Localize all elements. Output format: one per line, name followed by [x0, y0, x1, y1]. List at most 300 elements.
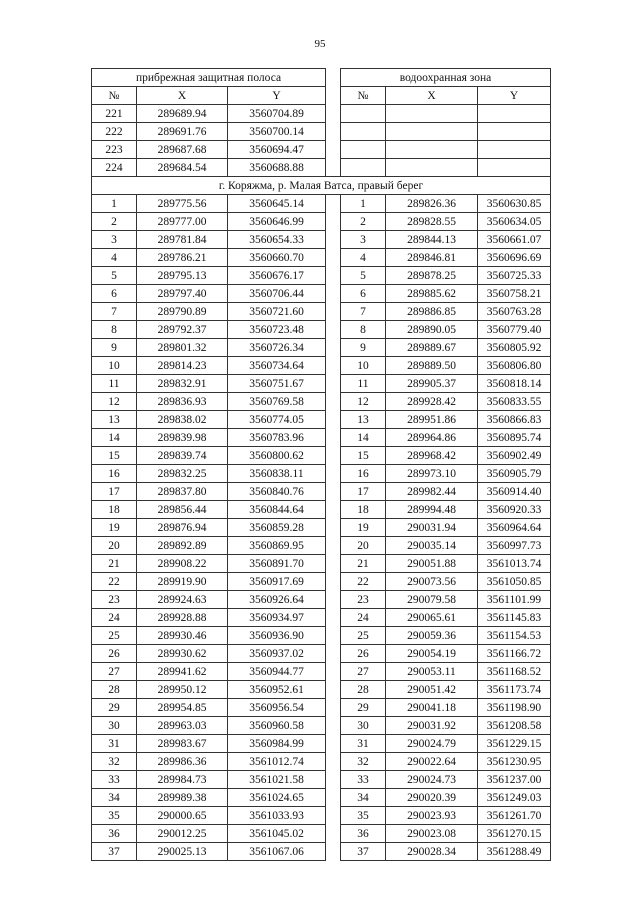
coord-x: 289930.62	[137, 645, 228, 663]
point-number-right: 16	[341, 465, 386, 483]
coord-y: 3560937.02	[228, 645, 326, 663]
coord-y: 3560751.67	[228, 375, 326, 393]
coord-y-right: 3561237.00	[478, 771, 551, 789]
empty-cell	[478, 141, 551, 159]
coord-x: 289838.02	[137, 411, 228, 429]
coord-x: 289684.54	[137, 159, 228, 177]
point-number: 36	[92, 825, 137, 843]
point-number: 37	[92, 843, 137, 861]
point-number-right: 19	[341, 519, 386, 537]
coord-x-right: 289973.10	[386, 465, 478, 483]
coord-y: 3561024.65	[228, 789, 326, 807]
coord-y: 3560917.69	[228, 573, 326, 591]
table-row	[92, 303, 551, 321]
point-number: 26	[92, 645, 137, 663]
coord-x-right: 289878.25	[386, 267, 478, 285]
coord-y-right: 3561050.85	[478, 573, 551, 591]
coord-y: 3560844.64	[228, 501, 326, 519]
point-number: 9	[92, 339, 137, 357]
coord-y-right: 3561288.49	[478, 843, 551, 861]
point-number: 18	[92, 501, 137, 519]
coord-x: 289792.37	[137, 321, 228, 339]
coord-y: 3560956.54	[228, 699, 326, 717]
coord-y: 3560926.64	[228, 591, 326, 609]
table-row	[92, 465, 551, 483]
coord-x-right: 289889.50	[386, 357, 478, 375]
coord-y: 3560706.44	[228, 285, 326, 303]
point-number: 11	[92, 375, 137, 393]
coord-y-right: 3560914.40	[478, 483, 551, 501]
point-number: 7	[92, 303, 137, 321]
point-number: 224	[92, 159, 137, 177]
point-number-right: 32	[341, 753, 386, 771]
point-number: 32	[92, 753, 137, 771]
coord-x: 289687.68	[137, 141, 228, 159]
table-row	[92, 555, 551, 573]
point-number-right: 8	[341, 321, 386, 339]
coord-x-right: 290079.58	[386, 591, 478, 609]
col-y-header: Y	[228, 87, 326, 105]
table-row	[92, 321, 551, 339]
coord-x: 289930.46	[137, 627, 228, 645]
coord-x: 290000.65	[137, 807, 228, 825]
coord-y: 3560721.60	[228, 303, 326, 321]
section-title: г. Коряжма, р. Малая Ватса, правый берег	[92, 177, 551, 195]
table-row	[92, 393, 551, 411]
section-row	[92, 177, 551, 195]
coord-y-right: 3560905.79	[478, 465, 551, 483]
point-number: 22	[92, 573, 137, 591]
empty-cell	[341, 123, 386, 141]
empty-cell	[478, 105, 551, 123]
point-number: 3	[92, 231, 137, 249]
coord-x: 289924.63	[137, 591, 228, 609]
coord-x: 289928.88	[137, 609, 228, 627]
empty-cell	[341, 141, 386, 159]
point-number-right: 31	[341, 735, 386, 753]
coord-x: 289691.76	[137, 123, 228, 141]
table-row	[92, 519, 551, 537]
point-number-right: 36	[341, 825, 386, 843]
table-row	[92, 645, 551, 663]
coord-x: 289786.21	[137, 249, 228, 267]
coord-x: 289839.98	[137, 429, 228, 447]
point-number: 20	[92, 537, 137, 555]
coord-y: 3560891.70	[228, 555, 326, 573]
coord-y: 3560688.88	[228, 159, 326, 177]
table-row	[92, 789, 551, 807]
point-number-right: 23	[341, 591, 386, 609]
col-num-header: №	[92, 87, 137, 105]
table-row	[92, 501, 551, 519]
coord-y-right: 3560758.21	[478, 285, 551, 303]
coord-x-right: 289889.67	[386, 339, 478, 357]
coord-y: 3560838.11	[228, 465, 326, 483]
point-number: 31	[92, 735, 137, 753]
col-x-header: X	[137, 87, 228, 105]
point-number: 23	[92, 591, 137, 609]
coord-y-right: 3560725.33	[478, 267, 551, 285]
coord-y: 3560944.77	[228, 663, 326, 681]
point-number: 221	[92, 105, 137, 123]
coord-x: 289814.23	[137, 357, 228, 375]
coord-x-right: 290022.64	[386, 753, 478, 771]
table-row	[92, 807, 551, 825]
table-row	[92, 825, 551, 843]
coord-x: 289836.93	[137, 393, 228, 411]
coord-x: 289941.62	[137, 663, 228, 681]
coord-y-right: 3561198.90	[478, 699, 551, 717]
coord-y: 3560859.28	[228, 519, 326, 537]
coord-y: 3560723.48	[228, 321, 326, 339]
coord-y: 3561033.93	[228, 807, 326, 825]
coord-y-right: 3560805.92	[478, 339, 551, 357]
coord-y-right: 3561166.72	[478, 645, 551, 663]
coord-y-right: 3561101.99	[478, 591, 551, 609]
point-number: 10	[92, 357, 137, 375]
coord-x-right: 290054.19	[386, 645, 478, 663]
table-row	[92, 447, 551, 465]
point-number: 34	[92, 789, 137, 807]
table-row	[92, 159, 551, 177]
coord-y: 3560660.70	[228, 249, 326, 267]
coord-y-right: 3561168.52	[478, 663, 551, 681]
header-columns-row	[92, 87, 551, 105]
table-row	[92, 609, 551, 627]
empty-cell	[386, 141, 478, 159]
coord-y-right: 3561230.95	[478, 753, 551, 771]
col-x-header-right: X	[386, 87, 478, 105]
table-row	[92, 681, 551, 699]
point-number-right: 30	[341, 717, 386, 735]
point-number-right: 1	[341, 195, 386, 213]
coord-y-right: 3560763.28	[478, 303, 551, 321]
coord-x-right: 290035.14	[386, 537, 478, 555]
point-number-right: 22	[341, 573, 386, 591]
coord-y: 3561067.06	[228, 843, 326, 861]
coord-y: 3560783.96	[228, 429, 326, 447]
coord-x-right: 289905.37	[386, 375, 478, 393]
coord-y: 3560704.89	[228, 105, 326, 123]
point-number: 223	[92, 141, 137, 159]
coord-x: 289832.25	[137, 465, 228, 483]
point-number: 12	[92, 393, 137, 411]
coord-x: 290025.13	[137, 843, 228, 861]
coord-y-right: 3561261.70	[478, 807, 551, 825]
coord-y: 3561012.74	[228, 753, 326, 771]
coord-x-right: 289968.42	[386, 447, 478, 465]
point-number-right: 6	[341, 285, 386, 303]
table-row	[92, 735, 551, 753]
point-number-right: 5	[341, 267, 386, 285]
point-number-right: 27	[341, 663, 386, 681]
coord-y-right: 3560895.74	[478, 429, 551, 447]
table-row	[92, 843, 551, 861]
table-row	[92, 267, 551, 285]
point-number: 25	[92, 627, 137, 645]
table-row	[92, 249, 551, 267]
coord-x-right: 289928.42	[386, 393, 478, 411]
coord-y: 3560646.99	[228, 213, 326, 231]
point-number-right: 24	[341, 609, 386, 627]
point-number: 14	[92, 429, 137, 447]
empty-cell	[478, 123, 551, 141]
point-number-right: 17	[341, 483, 386, 501]
coord-x-right: 290024.73	[386, 771, 478, 789]
point-number: 30	[92, 717, 137, 735]
right-title: водоохранная зона	[341, 69, 551, 87]
point-number: 222	[92, 123, 137, 141]
table-row	[92, 771, 551, 789]
page-number: 95	[314, 38, 326, 50]
coord-y-right: 3561145.83	[478, 609, 551, 627]
empty-cell	[386, 105, 478, 123]
coord-x-right: 290073.56	[386, 573, 478, 591]
coord-x: 289983.67	[137, 735, 228, 753]
coordinates-table	[91, 68, 551, 861]
point-number: 13	[92, 411, 137, 429]
point-number: 33	[92, 771, 137, 789]
table-row	[92, 717, 551, 735]
left-title: прибрежная защитная полоса	[92, 69, 326, 87]
point-number-right: 11	[341, 375, 386, 393]
point-number: 29	[92, 699, 137, 717]
point-number-right: 21	[341, 555, 386, 573]
coord-x-right: 290020.39	[386, 789, 478, 807]
empty-cell	[341, 105, 386, 123]
coord-x: 289797.40	[137, 285, 228, 303]
point-number: 28	[92, 681, 137, 699]
table-row	[92, 753, 551, 771]
coord-y-right: 3561013.74	[478, 555, 551, 573]
coord-y: 3561021.58	[228, 771, 326, 789]
coord-y: 3560936.90	[228, 627, 326, 645]
coord-x-right: 289828.55	[386, 213, 478, 231]
coord-x-right: 290031.94	[386, 519, 478, 537]
point-number-right: 14	[341, 429, 386, 447]
coord-x: 289919.90	[137, 573, 228, 591]
header-title-row	[92, 69, 551, 87]
point-number: 35	[92, 807, 137, 825]
point-number: 1	[92, 195, 137, 213]
coord-x-right: 289886.85	[386, 303, 478, 321]
table-row	[92, 375, 551, 393]
coord-x-right: 289964.86	[386, 429, 478, 447]
coord-y-right: 3560634.05	[478, 213, 551, 231]
coord-y-right: 3560964.64	[478, 519, 551, 537]
coord-y-right: 3560833.55	[478, 393, 551, 411]
table-row	[92, 699, 551, 717]
coord-x-right: 290051.88	[386, 555, 478, 573]
coord-x-right: 290041.18	[386, 699, 478, 717]
coord-y-right: 3560902.49	[478, 447, 551, 465]
coord-x: 290012.25	[137, 825, 228, 843]
point-number: 6	[92, 285, 137, 303]
coord-x: 289963.03	[137, 717, 228, 735]
coord-x: 289839.74	[137, 447, 228, 465]
coord-x: 289775.56	[137, 195, 228, 213]
table-row	[92, 411, 551, 429]
table-row	[92, 231, 551, 249]
empty-cell	[478, 159, 551, 177]
coord-y-right: 3560806.80	[478, 357, 551, 375]
table-row	[92, 195, 551, 213]
point-number-right: 2	[341, 213, 386, 231]
point-number: 4	[92, 249, 137, 267]
coord-x: 289801.32	[137, 339, 228, 357]
coord-x-right: 290028.34	[386, 843, 478, 861]
coord-x-right: 290051.42	[386, 681, 478, 699]
point-number-right: 9	[341, 339, 386, 357]
coord-y-right: 3560696.69	[478, 249, 551, 267]
empty-cell	[341, 159, 386, 177]
coord-y-right: 3561249.03	[478, 789, 551, 807]
table-row	[92, 483, 551, 501]
coord-y-right: 3561270.15	[478, 825, 551, 843]
point-number: 5	[92, 267, 137, 285]
table-row	[92, 123, 551, 141]
table-row	[92, 591, 551, 609]
coord-x-right: 289982.44	[386, 483, 478, 501]
coord-x-right: 290023.93	[386, 807, 478, 825]
coord-x-right: 289885.62	[386, 285, 478, 303]
coord-y: 3560984.99	[228, 735, 326, 753]
point-number-right: 29	[341, 699, 386, 717]
coord-y: 3560654.33	[228, 231, 326, 249]
table-row	[92, 285, 551, 303]
coord-x-right: 289890.05	[386, 321, 478, 339]
table-row	[92, 573, 551, 591]
coord-y-right: 3560630.85	[478, 195, 551, 213]
point-number-right: 7	[341, 303, 386, 321]
coord-x: 289837.80	[137, 483, 228, 501]
coord-y-right: 3560997.73	[478, 537, 551, 555]
coord-y-right: 3560920.33	[478, 501, 551, 519]
coord-y: 3560840.76	[228, 483, 326, 501]
coord-x-right: 289846.81	[386, 249, 478, 267]
coord-x: 289790.89	[137, 303, 228, 321]
point-number-right: 3	[341, 231, 386, 249]
table-row	[92, 141, 551, 159]
coord-x-right: 290024.79	[386, 735, 478, 753]
table-row	[92, 663, 551, 681]
point-number-right: 12	[341, 393, 386, 411]
point-number-right: 37	[341, 843, 386, 861]
coord-y-right: 3560779.40	[478, 321, 551, 339]
coord-y: 3560700.14	[228, 123, 326, 141]
table-row	[92, 357, 551, 375]
coord-y-right: 3560866.83	[478, 411, 551, 429]
coord-y: 3560800.62	[228, 447, 326, 465]
coord-y: 3560960.58	[228, 717, 326, 735]
coord-x: 289689.94	[137, 105, 228, 123]
point-number: 19	[92, 519, 137, 537]
table-row	[92, 339, 551, 357]
point-number: 17	[92, 483, 137, 501]
coord-x: 289781.84	[137, 231, 228, 249]
point-number: 27	[92, 663, 137, 681]
coord-x-right: 290065.61	[386, 609, 478, 627]
point-number-right: 33	[341, 771, 386, 789]
coord-x: 289950.12	[137, 681, 228, 699]
point-number-right: 15	[341, 447, 386, 465]
table-row	[92, 105, 551, 123]
coord-x: 289986.36	[137, 753, 228, 771]
coord-x-right: 290059.36	[386, 627, 478, 645]
point-number: 24	[92, 609, 137, 627]
coord-x: 289856.44	[137, 501, 228, 519]
coord-y-right: 3561154.53	[478, 627, 551, 645]
coord-x: 289777.00	[137, 213, 228, 231]
coord-x-right: 289951.86	[386, 411, 478, 429]
point-number-right: 4	[341, 249, 386, 267]
coord-y: 3560869.95	[228, 537, 326, 555]
point-number: 15	[92, 447, 137, 465]
coord-x-right: 290023.08	[386, 825, 478, 843]
table-row	[92, 537, 551, 555]
coord-x: 289795.13	[137, 267, 228, 285]
point-number: 16	[92, 465, 137, 483]
point-number: 8	[92, 321, 137, 339]
point-number-right: 10	[341, 357, 386, 375]
coord-y: 3560952.61	[228, 681, 326, 699]
point-number-right: 20	[341, 537, 386, 555]
coord-y-right: 3561173.74	[478, 681, 551, 699]
table-row	[92, 213, 551, 231]
coord-y-right: 3561208.58	[478, 717, 551, 735]
table-row	[92, 429, 551, 447]
coord-y-right: 3560661.07	[478, 231, 551, 249]
coord-x: 289876.94	[137, 519, 228, 537]
coord-y: 3560734.64	[228, 357, 326, 375]
empty-cell	[386, 159, 478, 177]
point-number: 21	[92, 555, 137, 573]
coord-y: 3560934.97	[228, 609, 326, 627]
coord-y: 3560676.17	[228, 267, 326, 285]
col-y-header-right: Y	[478, 87, 551, 105]
coord-x: 289908.22	[137, 555, 228, 573]
coord-x: 289989.38	[137, 789, 228, 807]
coord-y: 3560645.14	[228, 195, 326, 213]
coord-x: 289984.73	[137, 771, 228, 789]
coord-y: 3560694.47	[228, 141, 326, 159]
point-number-right: 25	[341, 627, 386, 645]
point-number-right: 13	[341, 411, 386, 429]
point-number-right: 18	[341, 501, 386, 519]
coord-x-right: 289994.48	[386, 501, 478, 519]
coord-x: 289832.91	[137, 375, 228, 393]
empty-cell	[386, 123, 478, 141]
col-num-header-right: №	[341, 87, 386, 105]
point-number-right: 35	[341, 807, 386, 825]
point-number-right: 26	[341, 645, 386, 663]
coord-x-right: 290053.11	[386, 663, 478, 681]
coord-x-right: 289826.36	[386, 195, 478, 213]
table-row	[92, 627, 551, 645]
coord-x-right: 289844.13	[386, 231, 478, 249]
coord-y: 3560769.58	[228, 393, 326, 411]
coord-x: 289892.89	[137, 537, 228, 555]
coord-x: 289954.85	[137, 699, 228, 717]
point-number-right: 34	[341, 789, 386, 807]
coord-x-right: 290031.92	[386, 717, 478, 735]
point-number-right: 28	[341, 681, 386, 699]
coord-y-right: 3560818.14	[478, 375, 551, 393]
coord-y: 3560726.34	[228, 339, 326, 357]
coord-y-right: 3561229.15	[478, 735, 551, 753]
coord-y: 3560774.05	[228, 411, 326, 429]
point-number: 2	[92, 213, 137, 231]
